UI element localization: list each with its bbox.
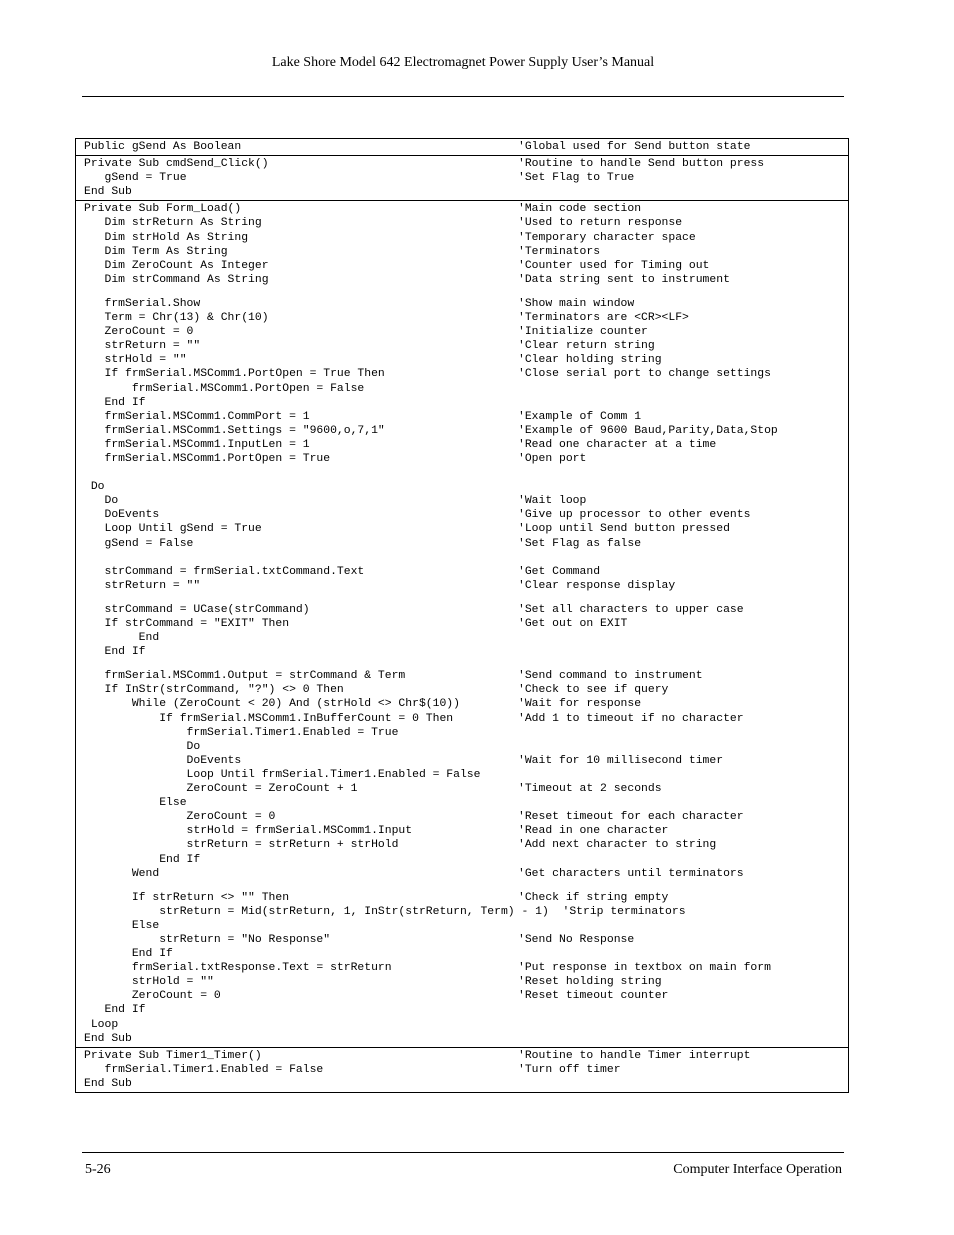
code-text: ZeroCount = 0 [84,811,276,824]
blank-line [76,593,848,603]
code-text: frmSerial.Timer1.Enabled = False [84,1063,324,1076]
code-text: Private Sub cmdSend_Click() [84,158,269,171]
code-line [76,565,848,579]
code-text: DoEvents [84,754,242,767]
blank-line [76,881,848,891]
code-text: If strCommand = "EXIT" Then [84,618,290,630]
code-text: Dim Term As String [84,245,228,258]
code-comment: 'Main code section [518,203,642,216]
code-line [76,273,848,287]
code-text: Dim strHold As String [84,231,249,244]
blank-line [76,659,848,669]
code-line [76,438,848,452]
code-text: End Sub [84,1032,132,1045]
code-line [76,645,848,659]
code-text: Dim strReturn As String [84,217,262,230]
code-line [76,754,848,768]
code-line [76,782,848,796]
code-text: strHold = "" [84,354,187,367]
header-rule [82,96,844,97]
code-comment: 'Wait for 10 millisecond timer [518,754,724,767]
code-line [76,697,848,711]
code-line [76,810,848,824]
code-text: ZeroCount = ZeroCount + 1 [84,783,358,796]
code-line [76,140,848,154]
code-line [76,480,848,494]
code-line [76,617,848,631]
code-line [76,1077,848,1091]
code-text: End If [84,1004,146,1017]
code-text: Wend [84,867,160,880]
code-comment: 'Read one character at a time [518,438,717,451]
blank-line [76,287,848,297]
code-text: End If [84,948,173,961]
code-text: If frmSerial.MSComm1.InBufferCount = 0 Then [84,712,454,725]
code-comment: 'Data string sent to instrument [518,273,730,286]
code-text: frmSerial.Timer1.Enabled = True [84,726,399,739]
code-line [76,919,848,933]
code-comment: 'Turn off timer [518,1063,621,1076]
code-line [76,796,848,810]
code-comment: 'Reset holding string [518,976,662,989]
code-line [76,353,848,367]
code-line [76,669,848,683]
code-comment: 'Terminators [518,245,601,258]
code-line [76,231,848,245]
code-text: strReturn = strReturn + strHold [84,839,399,852]
code-line [76,185,848,199]
code-comment: 'Temporary character space [518,231,696,244]
code-comment: 'Clear response display [518,579,676,592]
code-line [76,339,848,353]
code-comment: 'Send command to instrument [518,670,703,683]
code-text: End Sub [84,1077,132,1090]
code-comment: 'Terminators are <CR><LF> [518,312,689,325]
code-text: strReturn = "" [84,579,201,592]
code-line [76,1063,848,1077]
code-line [76,202,848,216]
code-line [76,424,848,438]
code-comment: 'Send No Response [518,933,635,946]
code-text: strReturn = "" [84,340,201,353]
blank-line [76,466,848,480]
code-comment: 'Clear return string [518,340,655,353]
code-comment: 'Loop until Send button pressed [518,523,730,536]
code-comment: 'Open port [518,452,587,465]
code-text: ZeroCount = 0 [84,326,194,339]
code-comment: 'Put response in textbox on main form [518,962,771,975]
code-text: Loop [84,1018,119,1031]
code-text: End Sub [84,186,132,199]
code-line [76,396,848,410]
code-line [76,1032,848,1046]
code-line [76,975,848,989]
code-comment: 'Reset timeout for each character [518,811,744,824]
code-line [76,961,848,975]
code-comment: 'Timeout at 2 seconds [518,783,662,796]
code-listing [75,138,849,1093]
code-text: strReturn = "No Response" [84,933,331,946]
code-text: frmSerial.MSComm1.PortOpen = True [84,452,331,465]
code-text: strHold = frmSerial.MSComm1.Input [84,825,413,838]
code-line [76,933,848,947]
code-comment: 'Add next character to string [518,839,717,852]
code-comment: 'Set all characters to upper case [518,603,744,616]
code-text: Do [84,740,201,753]
code-line [76,508,848,522]
code-text: If InStr(strCommand, "?") <> 0 Then [84,684,344,697]
code-line [76,631,848,645]
code-comment: 'Routine to handle Timer interrupt [518,1049,751,1062]
section-name: Computer Interface Operation [673,1162,842,1177]
code-comment: 'Set Flag as false [518,537,642,550]
code-text: frmSerial.MSComm1.InputLen = 1 [84,438,310,451]
code-text: Else [84,797,187,810]
code-line [76,410,848,424]
code-line [76,947,848,961]
code-comment: 'Show main window [518,297,635,310]
code-text: Loop Until gSend = True [84,523,262,536]
code-text: Public gSend As Boolean [84,141,242,153]
code-comment: 'Example of 9600 Baud,Parity,Data,Stop [518,424,778,437]
code-line [76,367,848,381]
code-line [76,712,848,726]
code-line [76,891,848,905]
code-text: End If [84,646,146,659]
code-comment: 'Wait for response [518,698,642,711]
code-text: strCommand = UCase(strCommand) [84,603,310,616]
code-line [76,726,848,740]
code-text: DoEvents [84,509,160,522]
code-line [76,683,848,697]
code-comment: 'Example of Comm 1 [518,410,642,423]
code-comment: 'Wait loop [518,495,587,508]
code-line [76,905,848,919]
code-line [76,989,848,1003]
code-line [76,245,848,259]
code-comment: 'Global used for Send button state [518,141,751,153]
code-line [76,259,848,273]
code-text: If frmSerial.MSComm1.PortOpen = True Then [84,368,385,381]
code-comment: 'Give up processor to other events [518,509,751,522]
code-text: End If [84,396,146,409]
footer-rule [82,1152,844,1153]
code-comment: 'Routine to handle Send button press [518,158,765,171]
code-line [76,853,848,867]
code-text: frmSerial.MSComm1.PortOpen = False [84,382,365,395]
code-text: frmSerial.Show [84,297,201,310]
code-text: strHold = "" [84,976,214,989]
code-text: frmSerial.MSComm1.CommPort = 1 [84,410,310,423]
code-text: frmSerial.MSComm1.Settings = "9600,o,7,1" [84,424,385,437]
code-line [76,838,848,852]
code-comment: 'Initialize counter [518,326,648,339]
code-text: frmSerial.MSComm1.Output = strCommand & Term [84,670,406,683]
code-line [76,157,848,171]
code-text: Term = Chr(13) & Chr(10) [84,312,269,325]
running-header: Lake Shore Model 642 Electromagnet Power Supply User’s Manual [271,55,655,70]
code-section [76,200,848,1046]
code-line [76,522,848,536]
code-line [76,297,848,311]
code-text: Dim strCommand As String [84,273,269,286]
code-line [76,382,848,396]
code-text: Dim ZeroCount As Integer [84,259,269,272]
code-text: Else [84,919,160,932]
code-line [76,768,848,782]
page-number: 5-26 [85,1162,111,1177]
code-text: Private Sub Timer1_Timer() [84,1049,262,1062]
code-line [76,824,848,838]
code-line [76,494,848,508]
code-line [76,311,848,325]
code-text: Loop Until frmSerial.Timer1.Enabled = False [84,768,481,781]
code-comment: 'Check to see if query [518,684,669,697]
code-comment: 'Add 1 to timeout if no character [518,712,744,725]
code-line [76,325,848,339]
code-text: frmSerial.txtResponse.Text = strReturn [84,962,392,975]
code-text: End [84,632,160,645]
code-comment: 'Get out on EXIT [518,618,628,630]
code-line [76,579,848,593]
code-text: Do [84,481,105,494]
code-text: strCommand = frmSerial.txtCommand.Text [84,565,365,578]
code-text: gSend = True [84,172,187,185]
code-text: Do [84,495,119,508]
code-text: Private Sub Form_Load() [84,203,242,216]
code-line [76,867,848,881]
code-text: End If [84,853,201,866]
code-text: gSend = False [84,537,194,550]
code-comment: 'Get characters until terminators [518,867,744,880]
code-section [76,1047,848,1092]
code-line [76,171,848,185]
code-comment: 'Used to return response [518,217,683,230]
code-text: ZeroCount = 0 [84,990,221,1003]
code-line [76,537,848,551]
code-comment: 'Set Flag to True [518,172,635,185]
code-text: If strReturn <> "" Then [84,891,290,904]
code-comment: 'Check if string empty [518,891,669,904]
code-line [76,452,848,466]
code-comment: 'Get Command [518,565,601,578]
code-line [76,603,848,617]
code-line [76,1018,848,1032]
code-comment: 'Read in one character [518,825,669,838]
code-text: strReturn = Mid(strReturn, 1, InStr(strReturn, Term) - 1) 'Strip terminators [84,905,686,918]
code-text: While (ZeroCount < 20) And (strHold <> Chr$(10)) [84,698,460,711]
code-section [76,155,848,200]
code-line [76,216,848,230]
code-line [76,740,848,754]
blank-line [76,551,848,565]
code-line [76,1049,848,1063]
code-comment: 'Clear holding string [518,354,662,367]
code-line [76,1003,848,1017]
code-comment: 'Close serial port to change settings [518,368,771,381]
code-comment: 'Reset timeout counter [518,990,669,1003]
code-comment: 'Counter used for Timing out [518,259,710,272]
code-section [76,139,848,155]
